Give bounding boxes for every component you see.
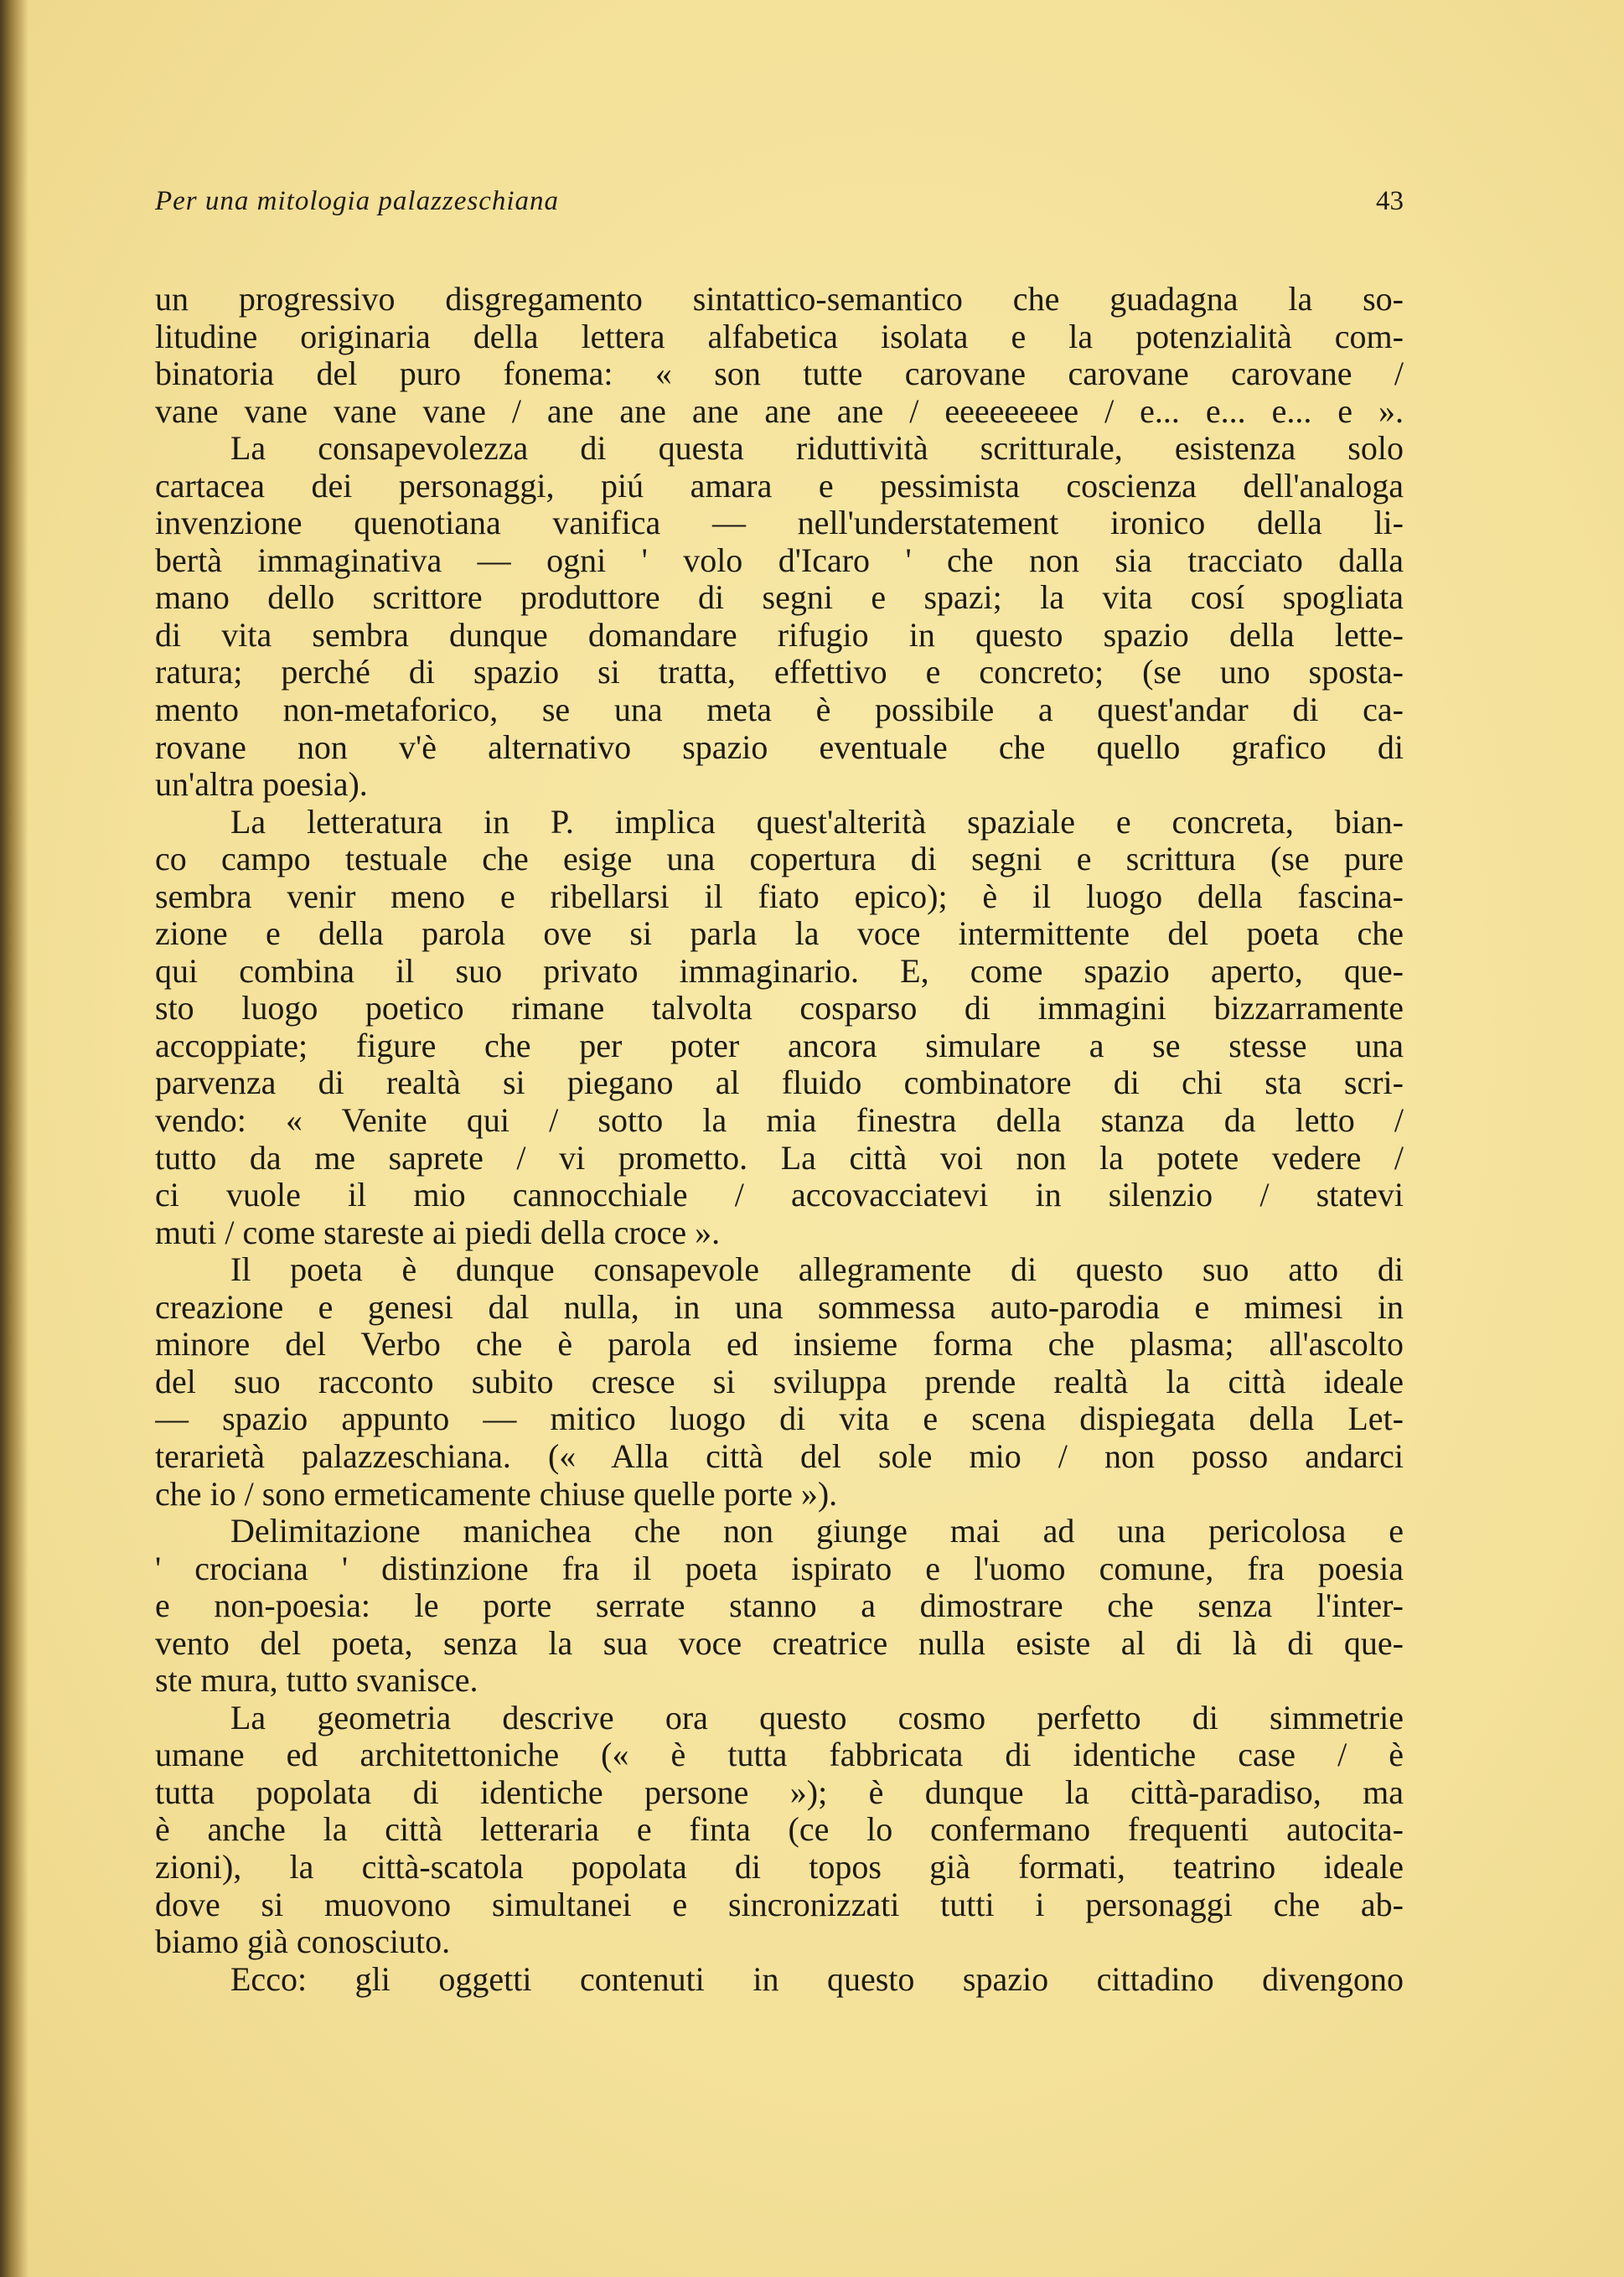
- running-title: Per una mitologia palazzeschiana: [155, 186, 560, 216]
- text-line: invenzione quenotiana vanifica — nell'understatement ironico della li-: [155, 505, 1404, 542]
- text-line: vane vane vane vane / ane ane ane ane ane / eeeeeeeee / e... e... e... e ».: [155, 392, 1404, 430]
- text-line: tutta popolata di identiche persone »); è dunque la città-paradiso, ma: [155, 1773, 1404, 1811]
- text-line: co campo testuale che esige una copertura di segni e scrittura (se pure: [155, 841, 1404, 878]
- text-line: terarietà palazzeschiana. (« Alla città del sole mio / non posso andarci: [155, 1437, 1404, 1475]
- text-line: zioni), la città-scatola popolata di topos già formati, teatrino ideale: [155, 1848, 1404, 1886]
- text-line: Ecco: gli oggetti contenuti in questo spazio cittadino divengono: [230, 1960, 1404, 1998]
- text-line: sembra venir meno e ribellarsi il fiato epico); è il luogo della fascina-: [155, 877, 1404, 915]
- text-line: ste mura, tutto svanisce.: [155, 1662, 478, 1700]
- text-line: La consapevolezza di questa riduttività scritturale, esistenza solo: [230, 430, 1404, 468]
- text-line: creazione e genesi dal nulla, in una sommessa auto-parodia e mimesi in: [155, 1288, 1404, 1326]
- text-line: La letteratura in P. implica quest'alterità spaziale e concreta, bian-: [230, 803, 1404, 841]
- text-line: — spazio appunto — mitico luogo di vita e scena dispiegata della Let-: [155, 1400, 1404, 1438]
- text-line: bertà immaginativa — ogni ' volo d'Icaro ' che non sia tracciato dalla: [155, 541, 1404, 579]
- text-line: mento non-metaforico, se una meta è possibile a quest'andar di ca-: [155, 691, 1404, 729]
- text-line: ' crociana ' distinzione fra il poeta ispirato e l'uomo comune, fra poesia: [155, 1550, 1404, 1587]
- text-line: umane ed architettoniche (« è tutta fabbricata di identiche case / è: [155, 1736, 1404, 1774]
- text-line: Il poeta è dunque consapevole allegramente di questo suo atto di: [230, 1251, 1404, 1289]
- text-line: ratura; perché di spazio si tratta, effettivo e concreto; (se uno sposta-: [155, 654, 1404, 691]
- text-line: parvenza di realtà si piegano al fluido combinatore di chi sta scri-: [155, 1064, 1404, 1102]
- body-text: [155, 281, 1404, 1998]
- text-line: La geometria descrive ora questo cosmo perfetto di simmetrie: [230, 1699, 1404, 1736]
- text-line: vento del poeta, senza la sua voce creatrice nulla esiste al di là di que-: [155, 1624, 1404, 1662]
- text-line: sto luogo poetico rimane talvolta cosparso di immagini bizzarramente: [155, 990, 1404, 1027]
- text-line: ci vuole il mio cannocchiale / accovacciatevi in silenzio / statevi: [155, 1177, 1404, 1214]
- text-line: dove si muovono simultanei e sincronizzati tutti i personaggi che ab-: [155, 1886, 1404, 1923]
- text-line: un progressivo disgregamento sintattico-semantico che guadagna la so-: [155, 281, 1404, 318]
- text-line: minore del Verbo che è parola ed insieme forma che plasma; all'ascolto: [155, 1326, 1404, 1364]
- text-line: binatoria del puro fonema: « son tutte carovane carovane carovane /: [155, 355, 1404, 393]
- text-line: tutto da me saprete / vi prometto. La città voi non la potete vedere /: [155, 1139, 1404, 1177]
- text-line: qui combina il suo privato immaginario. E, come spazio aperto, que-: [155, 952, 1404, 990]
- text-line: Delimitazione manichea che non giunge mai ad una pericolosa e: [230, 1513, 1404, 1550]
- text-line: un'altra poesia).: [155, 766, 368, 804]
- spine-shadow: [0, 0, 28, 2277]
- text-line: del suo racconto subito cresce si sviluppa prende realtà la città ideale: [155, 1363, 1404, 1400]
- text-line: rovane non v'è alternativo spazio eventuale che quello grafico di: [155, 728, 1404, 766]
- text-line: mano dello scrittore produttore di segni e spazi; la vita cosí spogliata: [155, 579, 1404, 617]
- text-line: accoppiate; figure che per poter ancora simulare a se stesse una: [155, 1027, 1404, 1064]
- page-number: 43: [1376, 186, 1404, 216]
- text-line: biamo già conosciuto.: [155, 1923, 451, 1961]
- text-line: e non-poesia: le porte serrate stanno a dimostrare che senza l'inter-: [155, 1587, 1404, 1625]
- text-line: è anche la città letteraria e finta (ce lo confermano frequenti autocita-: [155, 1811, 1404, 1849]
- text-line: litudine originaria della lettera alfabetica isolata e la potenzialità com-: [155, 318, 1404, 355]
- text-line: di vita sembra dunque domandare rifugio in questo spazio della lette-: [155, 616, 1404, 654]
- text-line: che io / sono ermeticamente chiuse quelle porte »).: [155, 1475, 838, 1513]
- running-head: [155, 186, 1404, 228]
- text-line: cartacea dei personaggi, piú amara e pessimista coscienza dell'analoga: [155, 467, 1404, 505]
- text-line: zione e della parola ove si parla la voce intermittente del poeta che: [155, 915, 1404, 953]
- text-line: vendo: « Venite qui / sotto la mia finestra della stanza da letto /: [155, 1102, 1404, 1140]
- text-line: muti / come stareste ai piedi della croce ».: [155, 1214, 721, 1251]
